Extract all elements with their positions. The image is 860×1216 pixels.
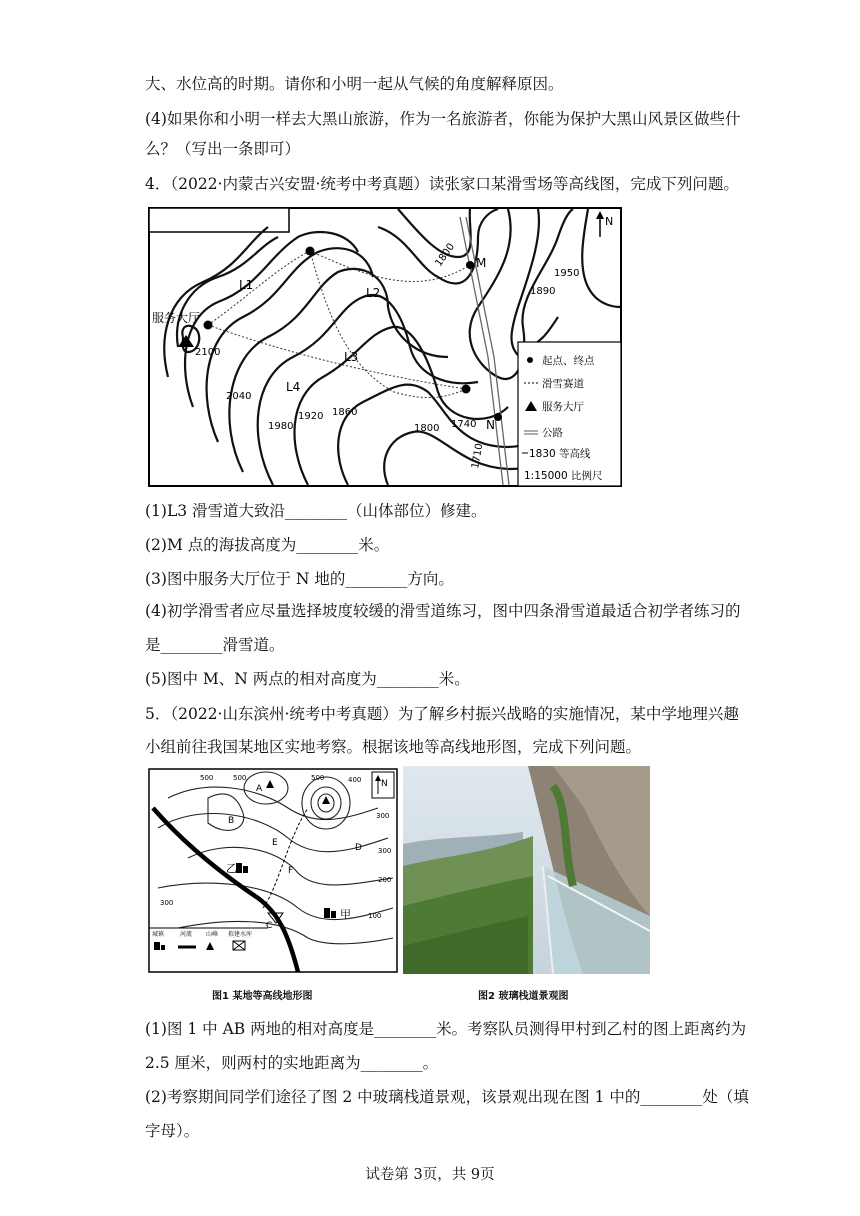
service-hall-label: 服务大厅 bbox=[152, 311, 201, 325]
svg-text:500: 500 bbox=[311, 774, 325, 782]
svg-text:1830 等高线: 1830 等高线 bbox=[529, 448, 591, 460]
point-n: N bbox=[486, 418, 495, 432]
svg-text:A: A bbox=[256, 784, 263, 794]
paragraph-3: 么？（写出一条即可） bbox=[145, 140, 301, 158]
svg-text:1:15000 比例尺: 1:15000 比例尺 bbox=[524, 470, 603, 482]
map1-legend bbox=[518, 342, 621, 486]
q5-sub1: (1)图 1 中 AB 两地的相对高度是________米。考察队员测得甲村到乙村的图上距离约为 bbox=[145, 1020, 747, 1038]
svg-text:滑雪赛道: 滑雪赛道 bbox=[542, 378, 584, 390]
q4-sub3: (3)图中服务大厅位于 N 地的________方向。 bbox=[145, 570, 454, 588]
svg-text:N: N bbox=[381, 779, 388, 789]
svg-text:C: C bbox=[266, 921, 273, 931]
svg-text:1920: 1920 bbox=[298, 411, 324, 422]
svg-text:F: F bbox=[288, 866, 294, 876]
route-l2: L2 bbox=[366, 286, 381, 300]
svg-text:500: 500 bbox=[233, 774, 247, 782]
q4-sub4-cont: 是________滑雪道。 bbox=[145, 636, 285, 654]
route-l3: L3 bbox=[344, 350, 359, 364]
svg-text:乙: 乙 bbox=[226, 862, 237, 875]
svg-text:2100: 2100 bbox=[195, 347, 221, 358]
svg-text:300: 300 bbox=[378, 847, 392, 855]
svg-text:200: 200 bbox=[378, 876, 392, 884]
svg-text:500: 500 bbox=[200, 774, 214, 782]
svg-text:河流: 河流 bbox=[180, 931, 193, 938]
paragraph-1: 大、水位高的时期。请你和小明一起从气候的角度解释原因。 bbox=[145, 75, 564, 93]
svg-text:300: 300 bbox=[376, 812, 390, 820]
svg-text:N: N bbox=[605, 215, 614, 228]
svg-text:1740: 1740 bbox=[451, 419, 477, 430]
svg-text:1860: 1860 bbox=[332, 407, 358, 418]
svg-text:1890: 1890 bbox=[530, 286, 556, 297]
figure-2-caption: 图2 玻璃栈道景观图 bbox=[478, 991, 569, 1002]
svg-text:拟建水库: 拟建水库 bbox=[228, 931, 253, 938]
svg-text:D: D bbox=[355, 843, 362, 853]
svg-text:1800: 1800 bbox=[414, 423, 440, 434]
svg-text:1710: 1710 bbox=[470, 442, 486, 470]
figure-1-caption: 图1 某地等高线地形图 bbox=[212, 991, 313, 1002]
terrain-contour-map bbox=[148, 768, 398, 973]
svg-text:服务大厅: 服务大厅 bbox=[542, 401, 584, 413]
svg-text:E: E bbox=[272, 838, 278, 848]
svg-text:1950: 1950 bbox=[554, 268, 580, 279]
glass-walkway-photo bbox=[403, 766, 650, 974]
svg-text:1980: 1980 bbox=[268, 421, 294, 432]
svg-text:400: 400 bbox=[348, 776, 362, 784]
svg-text:100: 100 bbox=[368, 912, 382, 920]
q4-sub2: (2)M 点的海拔高度为________米。 bbox=[145, 536, 390, 554]
ski-resort-contour-map bbox=[148, 207, 622, 487]
point-m: M bbox=[476, 256, 487, 270]
svg-text:B: B bbox=[228, 816, 235, 826]
q4-sub4: (4)初学滑雪者应尽量选择坡度较缓的滑雪道练习，图中四条滑雪道最适合初学者练习的 bbox=[145, 602, 741, 620]
question-4-title: 4．（2022·内蒙古兴安盟·统考中考真题）读张家口某滑雪场等高线图，完成下列问题。 bbox=[145, 175, 739, 193]
svg-text:城镇: 城镇 bbox=[152, 931, 165, 938]
page-footer: 试卷第 3页，共 9页 bbox=[365, 1167, 495, 1183]
svg-text:甲: 甲 bbox=[340, 908, 351, 921]
question-5-title: 5．（2022·山东滨州·统考中考真题）为了解乡村振兴战略的实施情况，某中学地理兴趣 bbox=[145, 705, 739, 723]
svg-text:起点、终点: 起点、终点 bbox=[542, 355, 595, 367]
svg-text:300: 300 bbox=[160, 899, 174, 907]
route-l4: L4 bbox=[286, 380, 301, 394]
question-5-title-cont: 小组前往我国某地区实地考察。根据该地等高线地形图，完成下列问题。 bbox=[145, 738, 642, 756]
north-arrow-icon bbox=[372, 772, 394, 798]
q5-sub2: (2)考察期间同学们途径了图 2 中玻璃栈道景观，该景观出现在图 1 中的________处（填 bbox=[145, 1088, 749, 1106]
paragraph-2: (4)如果你和小明一样去大黑山旅游，作为一名旅游者，你能为保护大黑山风景区做些什 bbox=[145, 110, 741, 128]
svg-text:山峰: 山峰 bbox=[206, 931, 219, 938]
svg-text:公路: 公路 bbox=[542, 427, 563, 439]
q4-sub5: (5)图中 M、N 两点的相对高度为________米。 bbox=[145, 670, 470, 688]
route-l1: L1 bbox=[239, 278, 254, 292]
svg-text:2040: 2040 bbox=[226, 391, 252, 402]
svg-text:1800: 1800 bbox=[433, 241, 458, 269]
q5-sub2-cont: 字母）。 bbox=[145, 1122, 200, 1140]
q4-sub1: (1)L3 滑雪道大致沿________（山体部位）修建。 bbox=[145, 502, 487, 520]
q5-sub1-cont: 2.5 厘米，则两村的实地距离为________。 bbox=[145, 1054, 439, 1072]
